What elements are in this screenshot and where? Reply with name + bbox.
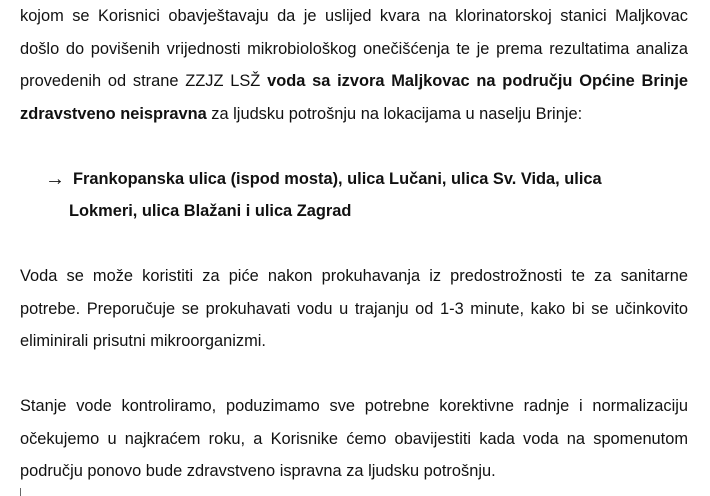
- paragraph-notice: [20, 0, 688, 130]
- document-body: [20, 0, 688, 488]
- blank-line: [20, 228, 688, 261]
- paragraph-notice-text-b: za ljudsku potrošnju na lokacijama u naselju Brinje:: [206, 104, 583, 123]
- bullet-item-locations: [20, 163, 688, 228]
- blank-line: [20, 358, 688, 391]
- paragraph-notice-bold: voda sa izvora Maljkovac na području Općine Brinje zdravstveno neispravna: [20, 72, 688, 123]
- text-cursor: [20, 488, 21, 496]
- blank-line: [20, 130, 688, 163]
- bullet-line-2: Lokmeri, ulica Blažani i ulica Zagrad: [69, 202, 352, 220]
- bullet-line-1: Frankopanska ulica (ispod mosta), ulica Lučani, ulica Sv. Vida, ulica: [73, 169, 602, 188]
- paragraph-status: Stanje vode kontroliramo, poduzimamo sve potrebne korektivne radnje i normalizaciju očekujemo u najkraćem roku, a Korisnike ćemo obavijestiti kada voda na spomenutom području ponovo bude zdravstveno ispravna za ljudsku potrošnju.: [20, 397, 688, 480]
- arrow-right-icon: →: [45, 167, 65, 190]
- paragraph-boiling: Voda se može koristiti za piće nakon prokuhavanja iz predostrožnosti te za sanitarne potrebe. Preporučuje se prokuhavati vodu u trajanju od 1-3 minute, kako bi se učinkovito eliminirali prisutni mikroorganizmi.: [20, 267, 688, 350]
- paragraph-notice-text-a: kojom se Korisnici obavještavaju da je uslijed kvara na klorinatorskoj stanici Maljkovac došlo do povišenih vrijednosti mikrobiološkog onečišćenja te je prema rezultatima analiza provedenih od strane ZZJZ LSŽ: [20, 7, 688, 90]
